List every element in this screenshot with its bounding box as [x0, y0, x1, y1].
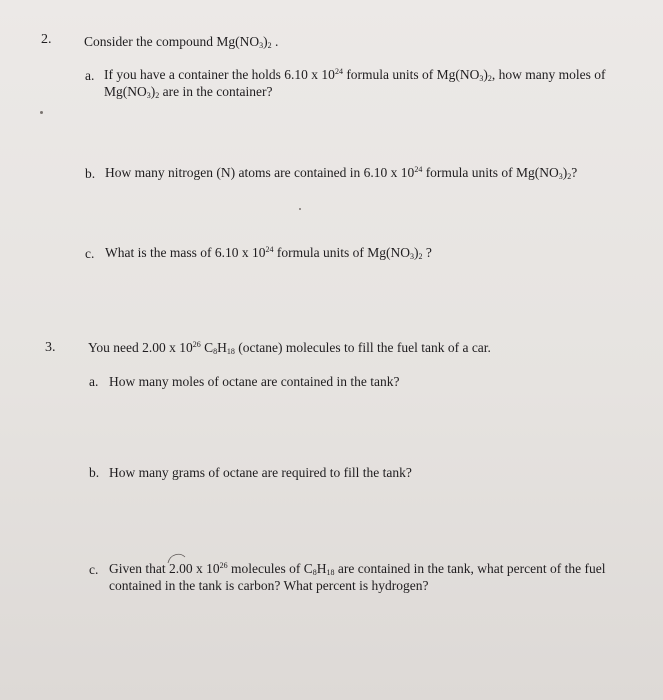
- question-3c-line-1: Given that 2.00 x $10^{26}$ molecules of $C_8H_{18}$ are contained in the tank, what percent of the fuel: [109, 561, 606, 577]
- question-3b-text: How many grams of octane are required to fill the tank?: [109, 465, 412, 480]
- question-3c-line-2: contained in the tank is carbon? What percent is hydrogen?: [109, 578, 429, 593]
- question-2b-text: How many nitrogen (N) atoms are contained in 6.10 x $10^{24}$ formula units of $Mg(NO_3)_2$?: [105, 165, 578, 181]
- question-2-number: 2.: [41, 32, 52, 47]
- question-3a-label: a.: [89, 374, 99, 389]
- question-2-intro: Consider the compound $Mg(NO_3)_2$ .: [84, 34, 279, 50]
- question-2a-line-1: If you have a container the holds 6.10 x $10^{24}$ formula units of $Mg(NO_3)_2$, how many moles of: [104, 67, 606, 83]
- question-2a-line-2: $Mg(NO_3)_2$ are in the container?: [104, 84, 273, 100]
- question-2c-label: c.: [85, 246, 95, 261]
- question-3-number: 3.: [45, 340, 56, 355]
- question-2b-label: b.: [85, 166, 96, 181]
- stray-pencil-mark: [40, 111, 43, 114]
- question-3b-label: b.: [89, 465, 100, 480]
- question-3-intro: You need 2.00 x $10^{26}$ $C_8H_{18}$ (octane) molecules to fill the fuel tank of a car.: [88, 340, 491, 356]
- stray-pencil-mark: [299, 208, 301, 210]
- question-3c-label: c.: [89, 562, 99, 577]
- question-2a-label: a.: [85, 68, 95, 83]
- question-3a-text: How many moles of octane are contained in the tank?: [109, 374, 400, 389]
- pencil-scribble-icon: [166, 551, 188, 567]
- question-2c-text: What is the mass of 6.10 x $10^{24}$ formula units of $Mg(NO_3)_2$ ?: [105, 245, 432, 261]
